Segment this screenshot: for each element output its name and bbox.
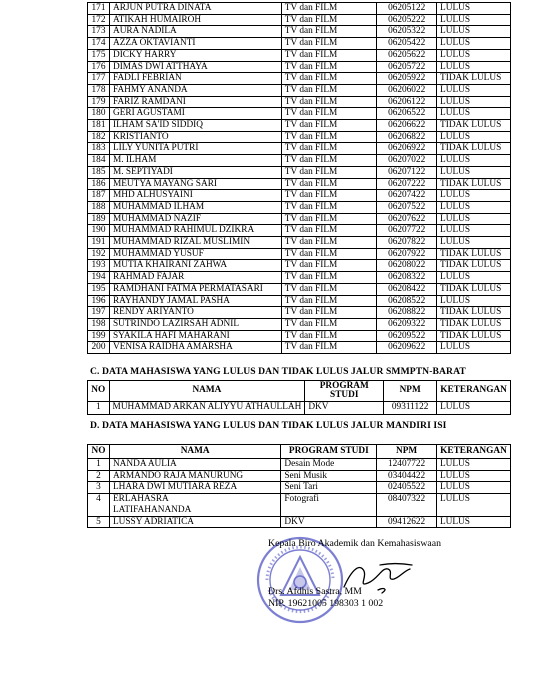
cell-npm: 06205322: [377, 26, 437, 38]
cell-no: 194: [88, 272, 110, 284]
cell-no: 199: [88, 330, 110, 342]
cell-prodi: DKV: [305, 402, 384, 415]
cell-nama: KRISTIANTO: [109, 131, 281, 143]
cell-prodi: TV dan FILM: [281, 131, 377, 143]
cell-npm: 06206622: [377, 120, 437, 132]
student-table-smmptn: [87, 380, 511, 415]
table-row: [88, 272, 511, 284]
cell-prodi: TV dan FILM: [281, 155, 377, 167]
cell-no: 184: [88, 155, 110, 167]
cell-npm: 06206922: [377, 143, 437, 155]
cell-npm: 06208522: [377, 295, 437, 307]
cell-npm: 06209322: [377, 318, 437, 330]
cell-no: 198: [88, 318, 110, 330]
cell-ket: LULUS: [437, 213, 511, 225]
cell-npm: 06206022: [377, 84, 437, 96]
cell-no: 3: [88, 482, 110, 494]
cell-nama: AZZA OKTAVIANTI: [109, 38, 281, 50]
cell-nama: RAYHANDY JAMAL PASHA: [109, 295, 281, 307]
cell-nama: MUHAMMAD NAZIF: [109, 213, 281, 225]
cell-nama-line1: ERLAHASRA: [112, 494, 169, 505]
cell-npm: 06205622: [377, 49, 437, 61]
cell-nama: LILY YUNITA PUTRI: [109, 143, 281, 155]
table-row: [88, 237, 511, 249]
cell-prodi: Fotografi: [281, 494, 377, 516]
cell-prodi: TV dan FILM: [281, 3, 377, 15]
table-row: [88, 190, 511, 202]
cell-npm: 06205922: [377, 73, 437, 85]
table-row: [88, 14, 511, 26]
table-row: [88, 494, 511, 516]
cell-no: 176: [88, 61, 110, 73]
cell-prodi: TV dan FILM: [281, 283, 377, 295]
table-row: [88, 84, 511, 96]
cell-ket: TIDAK LULUS: [437, 73, 511, 85]
cell-nama: FADLI FEBRIAN: [109, 73, 281, 85]
cell-ket: TIDAK LULUS: [437, 260, 511, 272]
table-row: [88, 108, 511, 120]
table-body: [88, 3, 511, 354]
cell-no: 171: [88, 3, 110, 15]
signatory-position: Kepala Biro Akademik dan Kemahasiswaan: [268, 538, 442, 549]
table-row: [88, 166, 511, 178]
cell-no: 2: [88, 470, 110, 482]
cell-npm: 06206122: [377, 96, 437, 108]
cell-no: 196: [88, 295, 110, 307]
table-body: [88, 459, 511, 528]
cell-nama: RAHMAD FAJAR: [109, 272, 281, 284]
cell-ket: TIDAK LULUS: [437, 330, 511, 342]
cell-npm: 06208422: [377, 283, 437, 295]
cell-ket: LULUS: [437, 14, 511, 26]
cell-no: 1: [88, 459, 110, 471]
cell-no: 195: [88, 283, 110, 295]
cell-nama: RENDY ARIYANTO: [109, 307, 281, 319]
cell-no: 190: [88, 225, 110, 237]
cell-no: 192: [88, 248, 110, 260]
cell-ket: TIDAK LULUS: [437, 248, 511, 260]
table-row: [88, 402, 511, 415]
cell-prodi: TV dan FILM: [281, 96, 377, 108]
cell-no: 181: [88, 120, 110, 132]
cell-ket: LULUS: [437, 131, 511, 143]
cell-prodi: TV dan FILM: [281, 342, 377, 354]
cell-prodi: TV dan FILM: [281, 73, 377, 85]
table-row: [88, 307, 511, 319]
table-row: [88, 283, 511, 295]
cell-nama: M. ILHAM: [109, 155, 281, 167]
cell-no: 186: [88, 178, 110, 190]
cell-prodi: TV dan FILM: [281, 166, 377, 178]
cell-ket: LULUS: [436, 459, 510, 471]
cell-ket: TIDAK LULUS: [437, 120, 511, 132]
cell-prodi: TV dan FILM: [281, 225, 377, 237]
cell-nama: ILHAM SA'ID SIDDIQ: [109, 120, 281, 132]
cell-ket: TIDAK LULUS: [437, 283, 511, 295]
col-header-nama: NAMA: [109, 445, 280, 459]
table-row: [88, 248, 511, 260]
cell-prodi: TV dan FILM: [281, 26, 377, 38]
cell-npm: 06208322: [377, 272, 437, 284]
cell-nama: MUTIA KHAIRANI ZAHWA: [109, 260, 281, 272]
cell-nama: ATIKAH HUMAIROH: [109, 14, 281, 26]
cell-nama: [109, 494, 280, 516]
table-row: [88, 61, 511, 73]
cell-no: 4: [88, 494, 110, 516]
table-row: [88, 260, 511, 272]
student-table-tv-film: [87, 2, 511, 354]
cell-prodi: TV dan FILM: [281, 49, 377, 61]
cell-npm: 06207022: [377, 155, 437, 167]
cell-no: 189: [88, 213, 110, 225]
table-row: [88, 178, 511, 190]
table-row: [88, 459, 511, 471]
cell-ket: LULUS: [436, 494, 510, 516]
cell-prodi: TV dan FILM: [281, 84, 377, 96]
cell-npm: 06205422: [377, 38, 437, 50]
cell-nama: FARIZ RAMDANI: [109, 96, 281, 108]
cell-prodi: TV dan FILM: [281, 178, 377, 190]
table-row: [88, 295, 511, 307]
cell-ket: LULUS: [437, 201, 511, 213]
cell-prodi: Seni Tari: [281, 482, 377, 494]
cell-npm: 02405522: [377, 482, 437, 494]
cell-ket: LULUS: [437, 96, 511, 108]
cell-npm: 06207822: [377, 237, 437, 249]
cell-nama: SUTRINDO LAZIRSAH ADNIL: [109, 318, 281, 330]
cell-prodi: TV dan FILM: [281, 14, 377, 26]
cell-nama: NANDA AULIA: [109, 459, 280, 471]
table-row: [88, 225, 511, 237]
cell-prodi: TV dan FILM: [281, 38, 377, 50]
cell-nama: MUHAMMAD YUSUF: [109, 248, 281, 260]
cell-ket: LULUS: [437, 272, 511, 284]
cell-no: 179: [88, 96, 110, 108]
cell-ket: LULUS: [437, 402, 511, 415]
cell-npm: 06206822: [377, 131, 437, 143]
table-row: [88, 318, 511, 330]
cell-prodi: TV dan FILM: [281, 330, 377, 342]
cell-no: 193: [88, 260, 110, 272]
cell-ket: LULUS: [436, 470, 510, 482]
cell-nama: VENISA RAIDHA AMARSHA: [109, 342, 281, 354]
cell-nama: DIMAS DWI ATTHAYA: [109, 61, 281, 73]
cell-prodi: TV dan FILM: [281, 318, 377, 330]
cell-nama: MUHAMMAD ARKAN ALIYYU ATHAULLAH: [109, 402, 305, 415]
cell-ket: TIDAK LULUS: [437, 318, 511, 330]
cell-npm: 06205222: [377, 14, 437, 26]
cell-npm: 09311122: [384, 402, 437, 415]
cell-nama: ARMANDO RAJA MANURUNG: [109, 470, 280, 482]
cell-prodi: TV dan FILM: [281, 190, 377, 202]
col-header-npm: NPM: [384, 381, 437, 402]
cell-no: 178: [88, 84, 110, 96]
table-row: [88, 470, 511, 482]
cell-prodi: TV dan FILM: [281, 307, 377, 319]
cell-npm: 12407722: [377, 459, 437, 471]
col-header-prodi: PROGRAM STUDI: [305, 381, 384, 402]
cell-nama: MUHAMMAD RIZAL MUSLIMIN: [109, 237, 281, 249]
cell-prodi: TV dan FILM: [281, 120, 377, 132]
student-table-mandiri: [87, 444, 511, 528]
col-header-npm: NPM: [377, 445, 437, 459]
table-header-row: [88, 445, 511, 459]
table-row: [88, 38, 511, 50]
cell-no: 187: [88, 190, 110, 202]
cell-no: 200: [88, 342, 110, 354]
cell-npm: 06208022: [377, 260, 437, 272]
cell-ket: TIDAK LULUS: [437, 143, 511, 155]
col-header-prodi: PROGRAM STUDI: [281, 445, 377, 459]
cell-npm: 06205122: [377, 3, 437, 15]
cell-npm: 09412622: [377, 516, 437, 528]
cell-ket: LULUS: [437, 49, 511, 61]
cell-ket: LULUS: [437, 108, 511, 120]
cell-no: 1: [88, 402, 110, 415]
signatory-name: Drs. Afdhis Sastra, MM: [268, 586, 362, 597]
table-row: [88, 73, 511, 85]
cell-nama: DICKY HARRY: [109, 49, 281, 61]
cell-prodi: TV dan FILM: [281, 237, 377, 249]
cell-ket: TIDAK LULUS: [437, 178, 511, 190]
cell-ket: LULUS: [437, 38, 511, 50]
cell-npm: 06207522: [377, 201, 437, 213]
table-row: [88, 26, 511, 38]
col-header-no: NO: [88, 381, 110, 402]
cell-npm: 08407322: [377, 494, 437, 516]
table-row: [88, 330, 511, 342]
cell-ket: LULUS: [437, 190, 511, 202]
cell-prodi: TV dan FILM: [281, 61, 377, 73]
cell-no: 197: [88, 307, 110, 319]
section-d-title: D. DATA MAHASISWA YANG LULUS DAN TIDAK LULUS JALUR MANDIRI ISI: [90, 420, 447, 431]
cell-npm: 06208822: [377, 307, 437, 319]
cell-nama: M. SEPTIYADI: [109, 166, 281, 178]
cell-ket: LULUS: [437, 3, 511, 15]
cell-npm: 03404422: [377, 470, 437, 482]
cell-prodi: TV dan FILM: [281, 213, 377, 225]
cell-no: 172: [88, 14, 110, 26]
cell-nama: LHARA DWI MUTIARA REZA: [109, 482, 280, 494]
cell-nama: AURA NADILA: [109, 26, 281, 38]
cell-no: 173: [88, 26, 110, 38]
cell-npm: 06209622: [377, 342, 437, 354]
table-row: [88, 516, 511, 528]
cell-nama: MEUTYA MAYANG SARI: [109, 178, 281, 190]
cell-prodi: TV dan FILM: [281, 143, 377, 155]
cell-nama: MHD ALHUSYAINI: [109, 190, 281, 202]
cell-nama: ARJUN PUTRA DINATA: [109, 3, 281, 15]
cell-prodi: TV dan FILM: [281, 248, 377, 260]
cell-ket: LULUS: [437, 225, 511, 237]
signatory-nip: NIP. 19621005 198303 1 002: [268, 598, 384, 609]
cell-npm: 06209522: [377, 330, 437, 342]
cell-no: 5: [88, 516, 110, 528]
cell-prodi: TV dan FILM: [281, 201, 377, 213]
cell-npm: 06207722: [377, 225, 437, 237]
cell-no: 191: [88, 237, 110, 249]
cell-prodi: TV dan FILM: [281, 272, 377, 284]
cell-npm: 06207222: [377, 178, 437, 190]
cell-nama: FAHMY ANANDA: [109, 84, 281, 96]
cell-nama: SYAKILA HAFI MAHARANI: [109, 330, 281, 342]
table-row: [88, 120, 511, 132]
table-row: [88, 482, 511, 494]
cell-npm: 06207122: [377, 166, 437, 178]
table-row: [88, 3, 511, 15]
cell-npm: 06207422: [377, 190, 437, 202]
table-row: [88, 155, 511, 167]
signature-block: [268, 538, 518, 610]
table-row: [88, 201, 511, 213]
cell-ket: LULUS: [437, 295, 511, 307]
col-header-ket: KETERANGAN: [437, 381, 511, 402]
cell-ket: LULUS: [436, 516, 510, 528]
cell-nama: MUHAMMAD ILHAM: [109, 201, 281, 213]
cell-ket: TIDAK LULUS: [437, 307, 511, 319]
cell-npm: 06207622: [377, 213, 437, 225]
table-row: [88, 143, 511, 155]
table-row: [88, 131, 511, 143]
col-header-ket: KETERANGAN: [436, 445, 510, 459]
cell-nama: RAMDHANI FATMA PERMATASARI: [109, 283, 281, 295]
cell-ket: LULUS: [437, 342, 511, 354]
cell-nama-line2: LATIFAHANANDA: [112, 504, 192, 515]
cell-prodi: Seni Musik: [281, 470, 377, 482]
cell-prodi: DKV: [281, 516, 377, 528]
table-row: [88, 49, 511, 61]
cell-no: 185: [88, 166, 110, 178]
col-header-nama: NAMA: [109, 381, 305, 402]
cell-no: 180: [88, 108, 110, 120]
cell-prodi: TV dan FILM: [281, 260, 377, 272]
cell-ket: LULUS: [437, 26, 511, 38]
cell-ket: LULUS: [437, 61, 511, 73]
table-row: [88, 96, 511, 108]
cell-npm: 06205722: [377, 61, 437, 73]
cell-ket: LULUS: [437, 166, 511, 178]
cell-nama: MUHAMMAD RAHIMUL DZIKRA: [109, 225, 281, 237]
cell-ket: LULUS: [437, 84, 511, 96]
section-c-title: C. DATA MAHASISWA YANG LULUS DAN TIDAK LULUS JALUR SMMPTN-BARAT: [90, 366, 466, 377]
cell-nama: LUSSY ADRIATICA: [109, 516, 280, 528]
table-header-row: [88, 381, 511, 402]
table-row: [88, 342, 511, 354]
cell-ket: LULUS: [437, 237, 511, 249]
cell-ket: LULUS: [436, 482, 510, 494]
cell-prodi: Desain Mode: [281, 459, 377, 471]
col-header-no: NO: [88, 445, 110, 459]
cell-no: 175: [88, 49, 110, 61]
cell-no: 183: [88, 143, 110, 155]
table-body: [88, 402, 511, 415]
cell-nama: GERI AGUSTAMI: [109, 108, 281, 120]
cell-npm: 06206522: [377, 108, 437, 120]
cell-no: 188: [88, 201, 110, 213]
cell-no: 182: [88, 131, 110, 143]
cell-npm: 06207922: [377, 248, 437, 260]
cell-no: 174: [88, 38, 110, 50]
table-row: [88, 213, 511, 225]
cell-no: 177: [88, 73, 110, 85]
cell-prodi: TV dan FILM: [281, 295, 377, 307]
cell-ket: LULUS: [437, 155, 511, 167]
cell-prodi: TV dan FILM: [281, 108, 377, 120]
